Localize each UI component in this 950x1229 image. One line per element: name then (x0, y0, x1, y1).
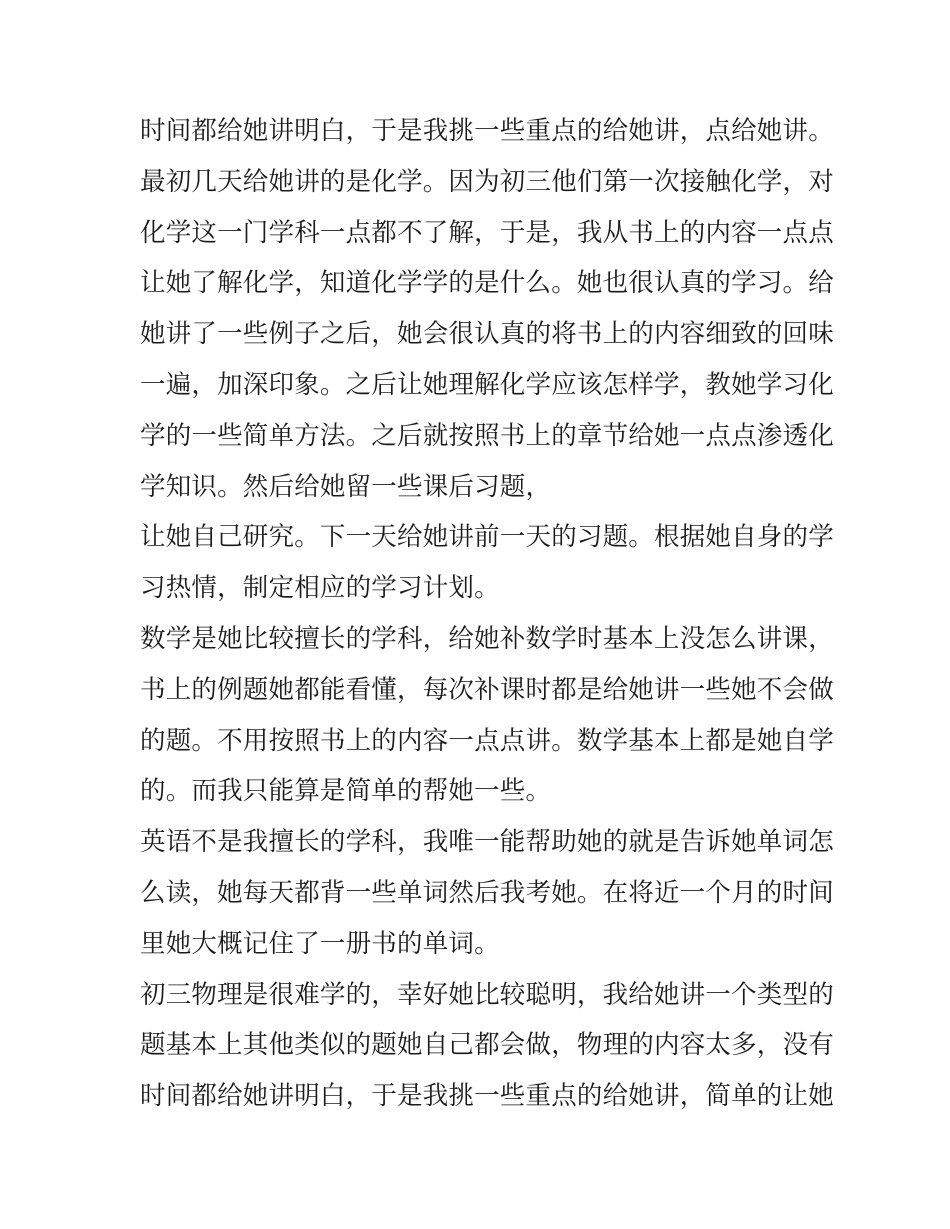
text-line: 习热情，制定相应的学习计划。 (140, 573, 500, 604)
text-line: 初三物理是很难学的，幸好她比较聪明，我给她讲一个类型的 (140, 979, 834, 1010)
text-line: 么读，她每天都背一些单词然后我考她。在将近一个月的时间 (140, 877, 834, 908)
text-line: 学知识。然后给她留一些课后习题， (140, 471, 552, 502)
text-line: 她讲了一些例子之后，她会很认真的将书上的内容细致的回味 (140, 319, 834, 350)
text-line: 的题。不用按照书上的内容一点点讲。数学基本上都是她自学 (140, 725, 834, 756)
text-line: 一遍，加深印象。之后让她理解化学应该怎样学，教她学习化 (140, 369, 834, 400)
text-line: 时间都给她讲明白，于是我挑一些重点的给她讲，点给她讲。 (140, 116, 834, 146)
text-line: 让她了解化学，知道化学学的是什么。她也很认真的学习。给 (140, 268, 834, 299)
text-line: 化学这一门学科一点都不了解，于是，我从书上的内容一点点 (140, 217, 834, 248)
text-line: 数学是她比较擅长的学科，给她补数学时基本上没怎么讲课， (140, 623, 834, 654)
text-line: 里她大概记住了一册书的单词。 (140, 928, 500, 959)
text-line: 学的一些简单方法。之后就按照书上的章节给她一点点渗透化 (140, 420, 834, 451)
text-line: 的。而我只能算是简单的帮她一些。 (140, 776, 552, 807)
text-line: 题基本上其他类似的题她自己都会做，物理的内容太多，没有 (140, 1030, 834, 1061)
text-line: 书上的例题她都能看懂，每次补课时都是给她讲一些她不会做 (140, 674, 834, 705)
text-line: 最初几天给她讲的是化学。因为初三他们第一次接触化学，对 (140, 166, 834, 197)
text-line: 英语不是我擅长的学科，我唯一能帮助她的就是告诉她单词怎 (140, 827, 834, 858)
document-body (140, 106, 834, 1122)
text-line: 让她自己研究。下一天给她讲前一天的习题。根据她自身的学 (140, 522, 834, 553)
text-line: 时间都给她讲明白，于是我挑一些重点的给她讲，简单的让她 (140, 1081, 834, 1112)
